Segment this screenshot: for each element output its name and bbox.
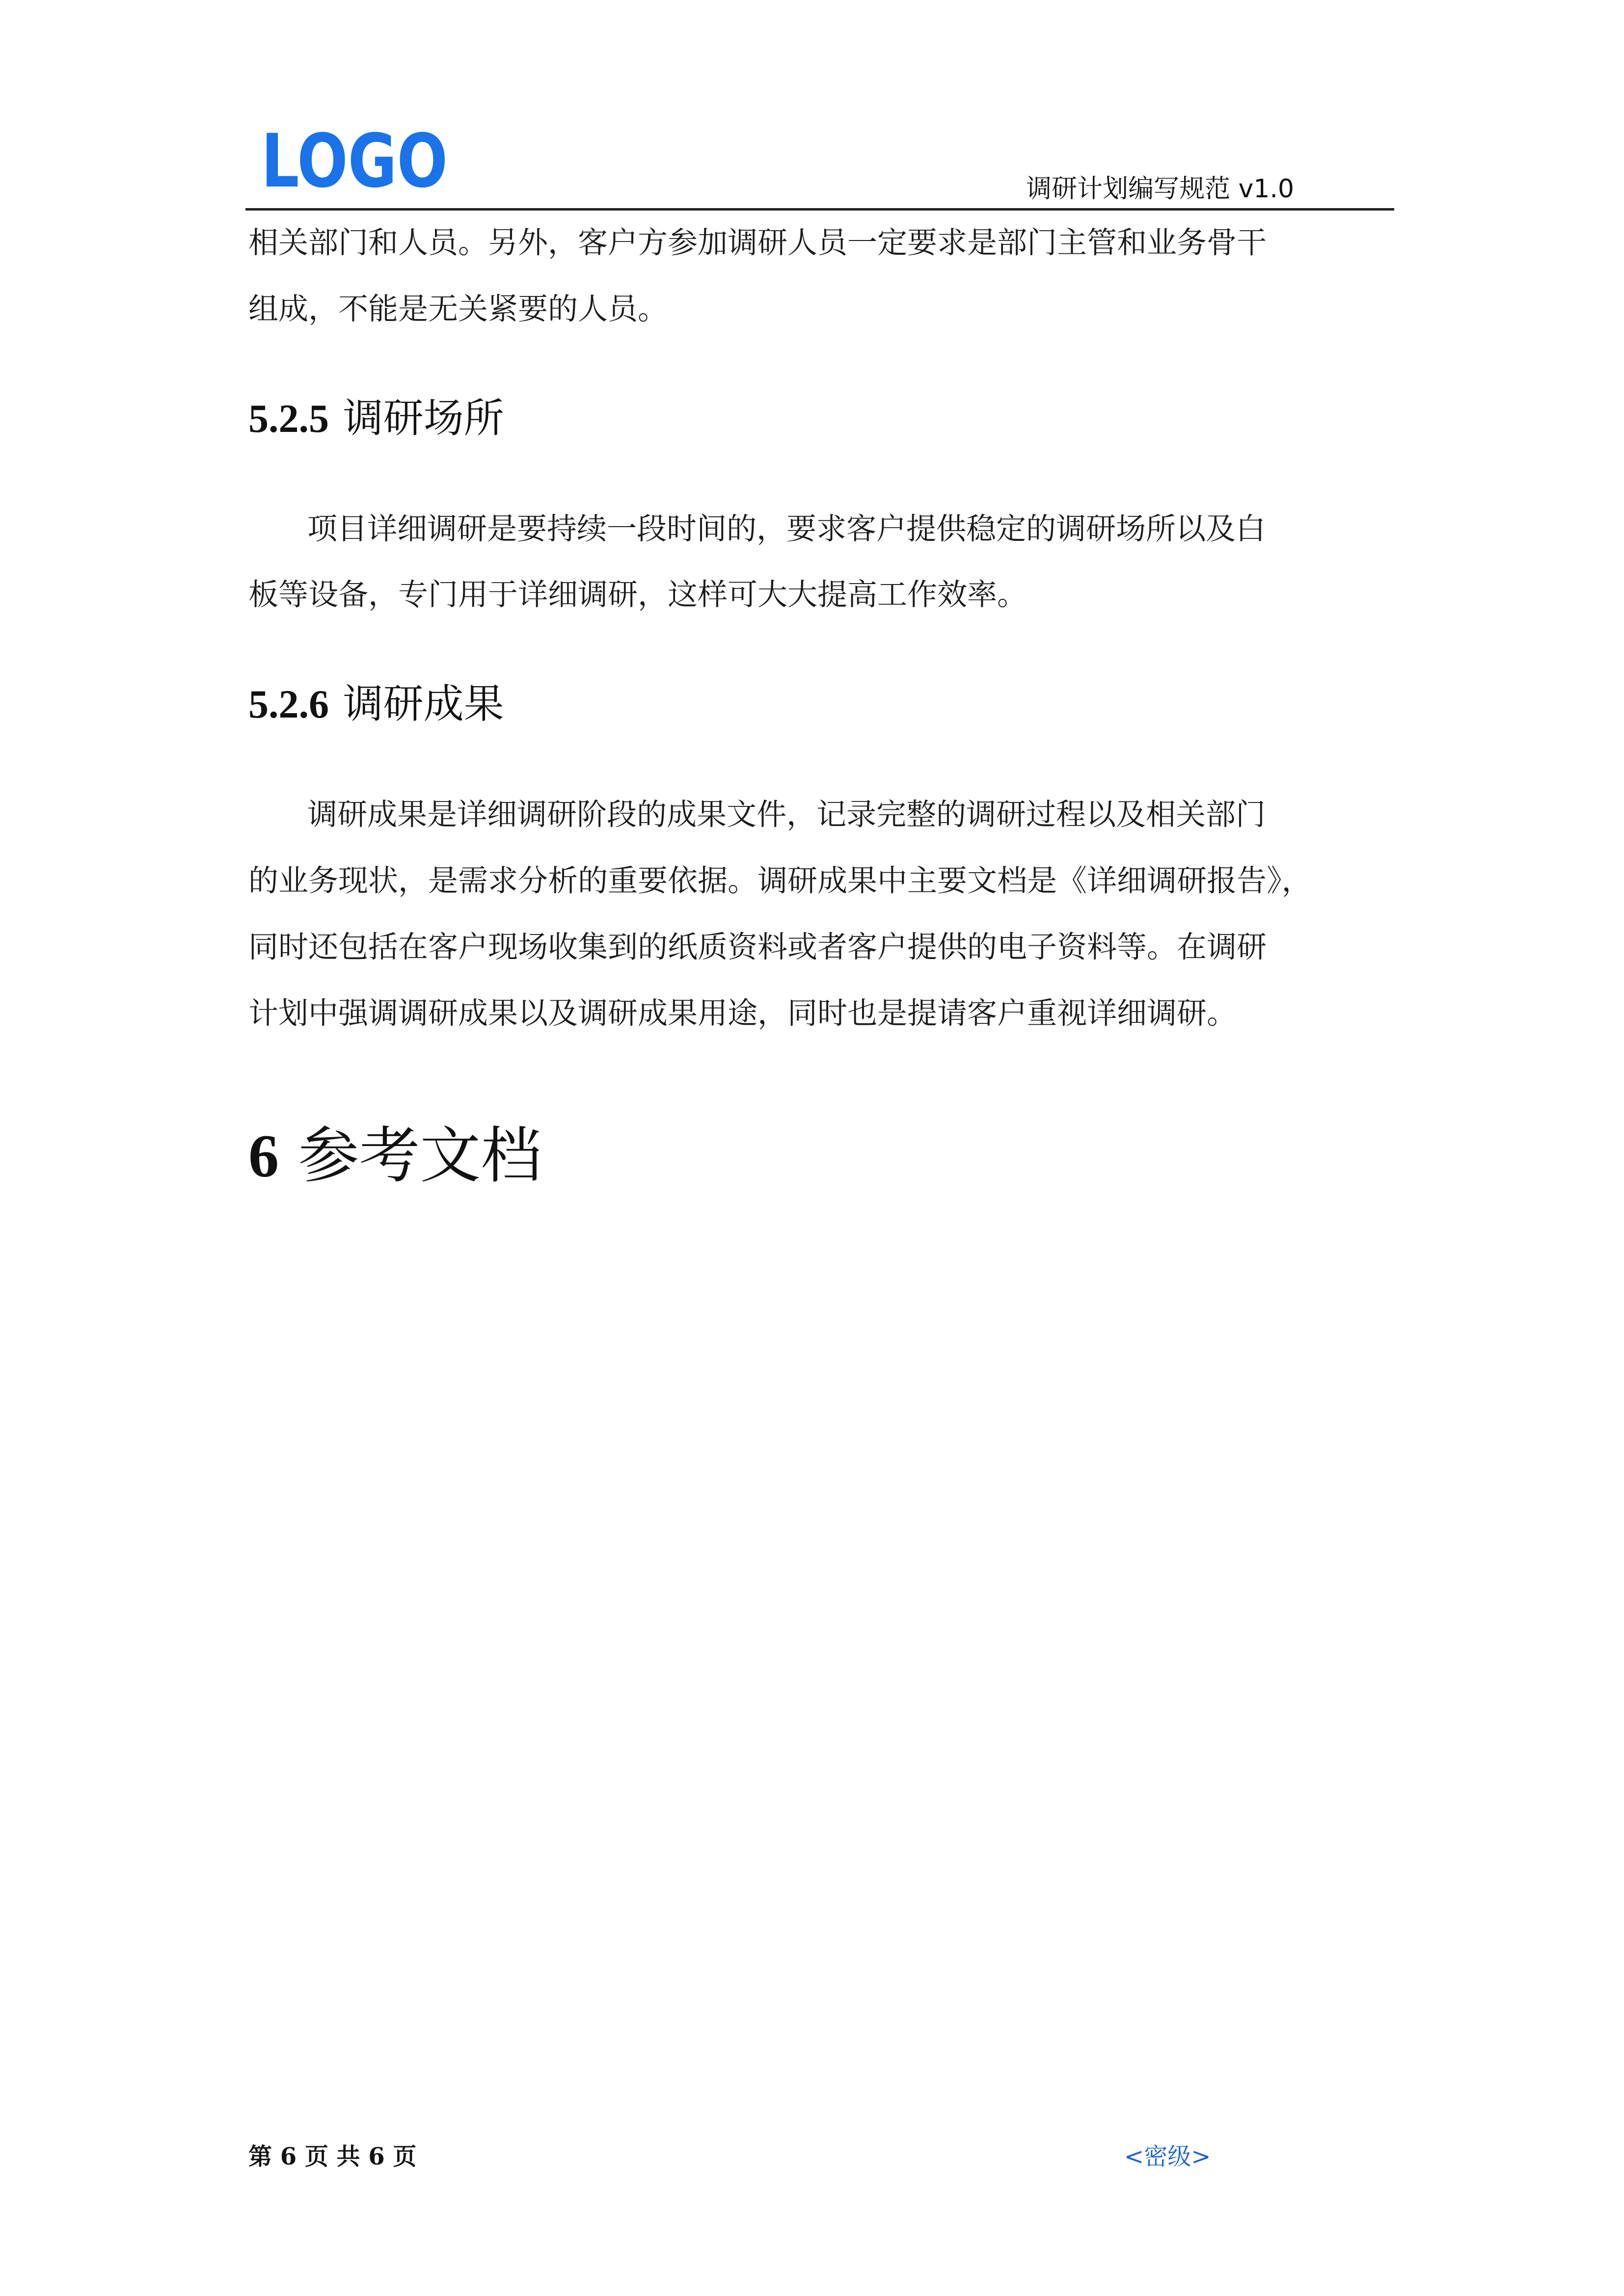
heading-5-2-6 [248,679,504,729]
heading-5-2-5-title: 调研场所 [343,395,504,442]
header-doc-title: 调研计划编写规范 v1.0 [1026,174,1295,204]
heading-5-2-5-number: 5.2.5 [248,396,329,441]
sec-5-2-6-line-4: 计划中强调调研成果以及调研成果用途，同时也是提请客户重视详细调研。 [248,996,1237,1031]
intro-line-1: 相关部门和人员。另外，客户方参加调研人员一定要求是部门主管和业务骨干 [248,225,1267,260]
footer-secrecy-level: <密级> [1124,2143,1211,2170]
sec-5-2-5-line-2: 板等设备，专门用于详细调研，这样可大大提高工作效率。 [248,577,1028,612]
sec-5-2-6-line-3: 同时还包括在客户现场收集到的纸质资料或者客户提供的电子资料等。在调研 [248,930,1267,964]
logo [261,119,458,204]
heading-6-title: 参考文档 [298,1121,542,1191]
heading-6 [248,1121,541,1191]
sec-5-2-5-line-1: 项目详细调研是要持续一段时间的，要求客户提供稳定的调研场所以及白 [307,511,1266,546]
sec-5-2-6-line-2: 的业务现状，是需求分析的重要依据。调研成果中主要文档是《详细调研报告》， [248,863,1312,898]
heading-6-number: 6 [248,1122,279,1190]
intro-line-2: 组成，不能是无关紧要的人员。 [248,292,668,326]
heading-5-2-6-title: 调研成果 [343,681,504,727]
heading-5-2-6-number: 5.2.6 [248,682,329,726]
header-rule [245,208,1394,211]
heading-5-2-5 [248,394,504,443]
sec-5-2-6-line-1: 调研成果是详细调研阶段的成果文件，记录完整的调研过程以及相关部门 [307,797,1266,832]
footer-page-number: 第 6 页 共 6 页 [248,2143,417,2170]
logo-text: LOGO [261,119,448,204]
